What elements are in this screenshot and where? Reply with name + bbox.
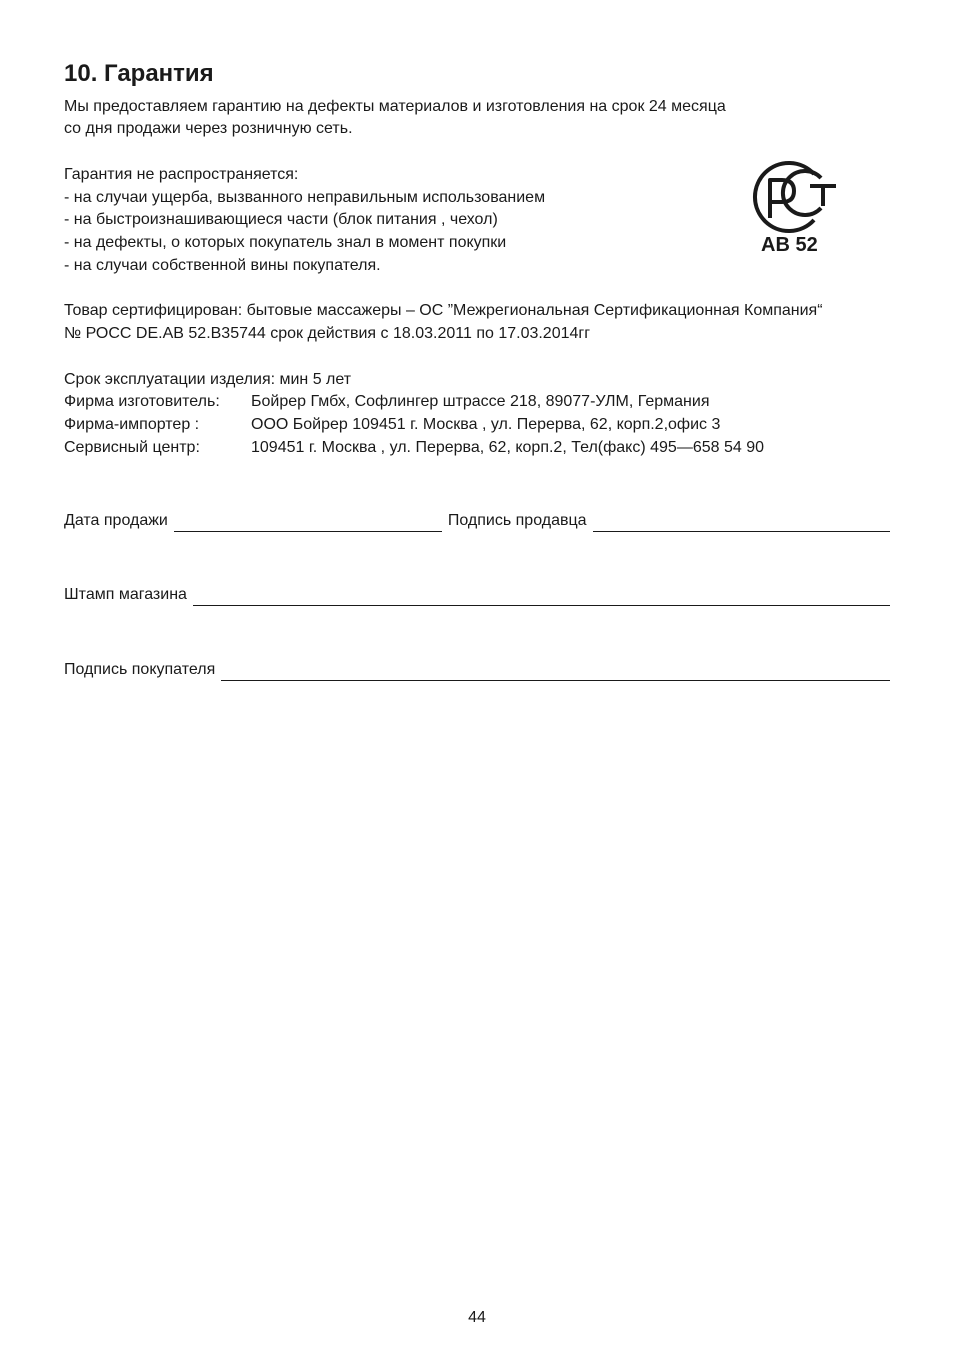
sale-row [64, 508, 890, 532]
stamp-row [64, 582, 890, 606]
intro-line-1: Мы предоставляем гарантию на дефекты материалов и изготовления на срок 24 месяца [64, 98, 726, 115]
exclusion-item: - на случаи ущерба, вызванного неправильным использованием [64, 189, 546, 206]
sale-date-field[interactable] [174, 513, 442, 532]
buyer-signature-label: Подпись покупателя [64, 661, 216, 678]
exclusion-item: - на быстроизнашивающиеся части (блок питания , чехол) [64, 211, 498, 228]
certification-line-1: Товар сертифицирован: бытовые массажеры – ОС ”Межрегиональная Сертификационная Компания“ [64, 302, 823, 319]
company-label: Фирма изготовитель: [64, 393, 220, 410]
page-number: 44 [468, 1309, 486, 1326]
buyer-signature-field[interactable] [221, 662, 890, 681]
company-label: Сервисный центр: [64, 439, 200, 456]
company-value: 109451 г. Москва , ул. Перерва, 62, корп.2, Тел(факс) 495—658 54 90 [251, 439, 765, 456]
shop-stamp-label: Штамп магазина [64, 586, 187, 603]
exclusions-heading: Гарантия не распространяется: [64, 166, 299, 183]
exclusion-item: - на дефекты, о которых покупатель знал в момент покупки [64, 234, 507, 251]
sale-date-label: Дата продажи [64, 512, 168, 529]
buyer-row [64, 657, 890, 681]
company-value: Бойрер Гмбх, Софлингер штрассе 218, 89077-УЛМ, Германия [251, 393, 710, 410]
cert-code: AB 52 [761, 234, 818, 256]
seller-signature-label: Подпись продавца [447, 512, 587, 529]
service-life: Срок эксплуатации изделия: мин 5 лет [64, 371, 352, 388]
company-value: ООО Бойрер 109451 г. Москва , ул. Перерва, 62, корп.2,офис 3 [251, 416, 721, 433]
seller-signature-field[interactable] [593, 513, 890, 532]
company-label: Фирма-импортер : [64, 416, 200, 433]
intro-line-2: со дня продажи через розничную сеть. [64, 120, 353, 137]
certification-line-2: № РОСС DE.АВ 52.В35744 срок действия с 18.03.2011 по 17.03.2014гг [64, 325, 591, 342]
exclusion-item: - на случаи собственной вины покупателя. [64, 257, 381, 274]
shop-stamp-field[interactable] [193, 587, 890, 606]
page-title: 10. Гарантия [64, 60, 214, 87]
